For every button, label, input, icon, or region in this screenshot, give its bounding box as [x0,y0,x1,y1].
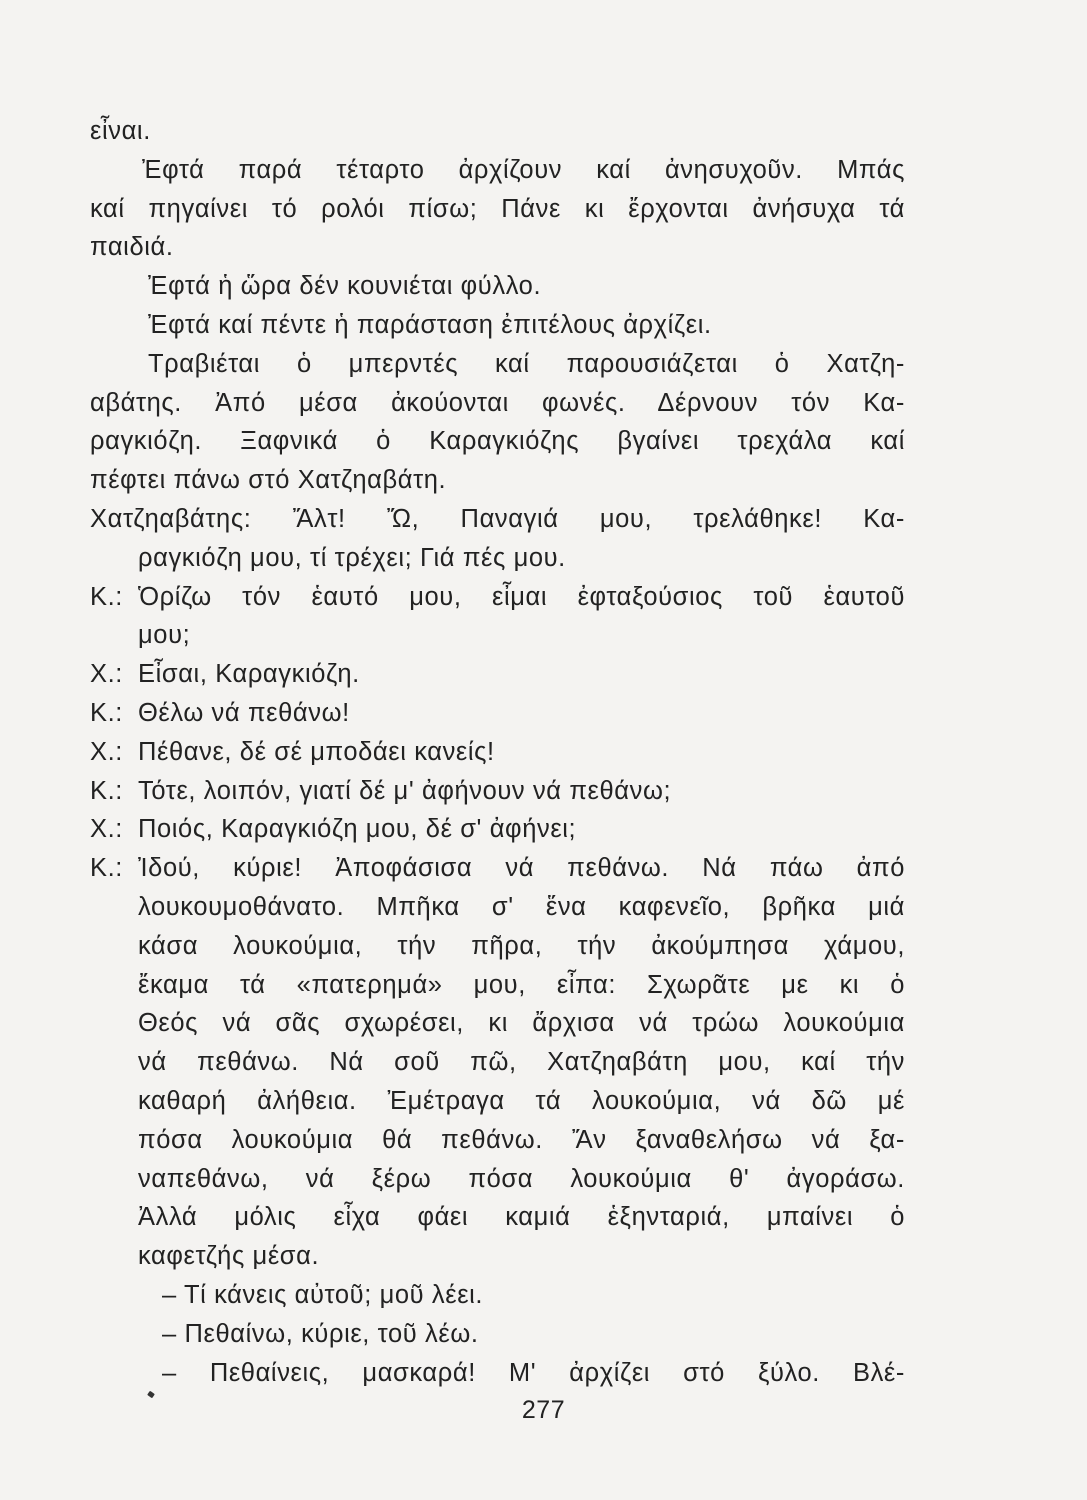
dialogue-text: Θέλω νά πεθάνω! [138,698,350,727]
text-line: παιδιά. [90,233,174,262]
dialogue-line: κάσα λουκούμια, τήν πῆρα, τήν ἀκούμπησα χάμου, [138,931,905,960]
dialogue-row [90,810,905,849]
dash-line: – Πεθαίνω, κύριε, τοῦ λέω. [162,1319,479,1348]
dialogue-row [90,578,905,617]
text-line: Τραβιέται ὁ μπερντές καί παρουσιάζεται ὁ Χατζη- [148,349,905,378]
dialogue-row [90,849,905,888]
dialogue-row [90,772,905,811]
dialogue-row [90,655,905,694]
dialogue-line: καφετζής μέσα. [138,1242,320,1271]
dialogue-row [90,733,905,772]
text-line: Ἐφτά καί πέντε ἡ παράσταση ἐπιτέλους ἀρχίζει. [148,310,712,339]
dialogue-line: νά πεθάνω. Νά σοῦ πῶ, Χατζηαβάτη μου, καί τήν [138,1048,905,1077]
page-number: 277 [521,1396,566,1424]
dialogue-text: Ὁρίζω τόν ἑαυτό μου, εἶμαι ἐφταξούσιος τοῦ ἑαυτοῦ [138,582,905,611]
speaker-label: Κ.: [90,582,123,611]
text-line: πέφτει πάνω στό Χατζηαβάτη. [90,466,447,495]
dash-line: – Πεθαίνεις, μασκαρά! Μ' ἀρχίζει στό ξύλο. Βλέ- [162,1358,905,1387]
dash-line: – Τί κάνεις αὐτοῦ; μοῦ λέει. [162,1280,484,1309]
speaker-label: Χ.: [90,815,123,844]
speaker-label: Χ.: [90,660,123,689]
dialogue-line: Θεός νά σᾶς σχωρέσει, κι ἄρχισα νά τρώω λουκούμια [138,1009,905,1038]
dialogue-line: καθαρή ἀλήθεια. Ἐμέτραγα τά λουκούμια, νά δῶ μέ [138,1086,905,1115]
dialogue-text: Τότε, λοιπόν, γιατί δέ μ' ἀφήνουν νά πεθάνω; [138,776,672,805]
text-line: καί πηγαίνει τό ρολόι πίσω; Πάνε κι ἔρχονται ἀνήσυχα τά [90,194,905,223]
dialogue-line: Ἀλλά μόλις εἶχα φάει καμιά ἑξηνταριά, μπαίνει ὁ [138,1203,905,1232]
text-line: αβάτης. Ἀπό μέσα ἀκούονται φωνές. Δέρνουν τόν Κα- [90,388,905,417]
dialogue-line: πόσα λουκούμια θά πεθάνω. Ἄν ξαναθελήσω νά ξα- [138,1125,905,1154]
dialogue-row [90,694,905,733]
dialogue-line: ραγκιόζη μου, τί τρέχει; Γιά πές μου. [138,543,566,572]
speaker-label: Κ.: [90,698,123,727]
speaker-label: Κ.: [90,776,123,805]
dialogue-line: ἔκαμα τά «πατερημά» μου, εἶπα: Σχωρᾶτε με κι ὁ [138,970,905,999]
text-line: Ἐφτά παρά τέταρτο ἀρχίζουν καί ἀνησυχοῦν. Μπάς [142,155,905,184]
dialogue-line: ναπεθάνω, νά ξέρω πόσα λουκούμια θ' ἀγοράσω. [138,1164,905,1193]
dialogue-line: μου; [138,621,191,650]
dialogue-text: Εἶσαι, Καραγκιόζη. [138,660,360,689]
text-line: εἶναι. [90,117,151,145]
dialogue-line: Χατζηαβάτης: Ἄλτ! Ὤ, Παναγιά μου, τρελάθηκε! Κα- [90,504,905,533]
speaker-label: Χ.: [90,737,123,766]
dialogue-text: Ποιός, Καραγκιόζη μου, δέ σ' ἀφήνει; [138,815,577,844]
speaker-label: Κ.: [90,854,123,883]
text-line: Ἐφτά ἡ ὥρα δέν κουνιέται φύλλο. [148,272,542,301]
dialogue-text: Πέθανε, δέ σέ μποδάει κανείς! [138,737,495,766]
text-line: ραγκιόζη. Ξαφνικά ὁ Καραγκιόζης βγαίνει τρεχάλα καί [90,427,905,456]
page-body [90,112,905,1392]
dialogue-text: Ἰδού, κύριε! Ἀποφάσισα νά πεθάνω. Νά πάω ἀπό [138,854,905,883]
dialogue-line: λουκουμοθάνατο. Μπῆκα σ' ἕνα καφενεῖο, βρῆκα μιά [138,892,905,921]
